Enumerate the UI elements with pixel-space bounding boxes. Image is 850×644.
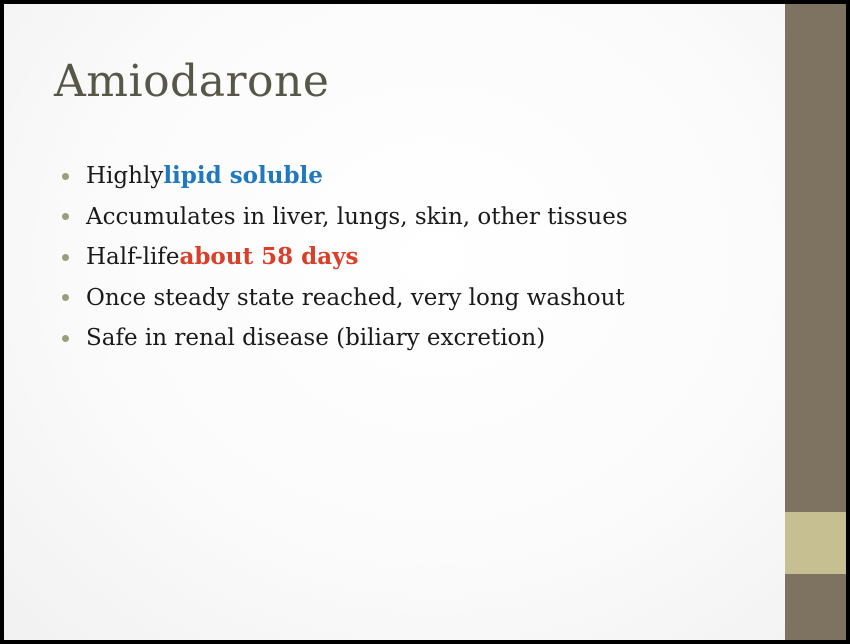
bullet-dot-icon <box>62 213 69 220</box>
bullet-list <box>62 156 628 359</box>
bullet-text: Once steady state reached, very long washout <box>86 284 625 311</box>
bullet-text: Accumulates in liver, lungs, skin, other tissues <box>86 203 628 230</box>
bullet-highlight: about 58 days <box>179 243 359 270</box>
slide-title: Amiodarone <box>54 56 330 107</box>
presentation-frame <box>4 4 846 640</box>
bullet-dot-icon <box>62 254 69 261</box>
bullet-item <box>62 318 628 359</box>
bullet-text: Safe in renal disease (biliary excretion) <box>86 325 546 351</box>
bullet-item <box>62 197 628 238</box>
bullet-dot-icon <box>62 294 69 301</box>
bullet-item <box>62 278 628 319</box>
bullet-item <box>62 237 628 278</box>
bullet-dot-icon <box>62 173 69 180</box>
bullet-item <box>62 156 628 197</box>
bullet-highlight: lipid soluble <box>163 162 323 189</box>
decorative-sidebar-accent <box>785 512 846 574</box>
bullet-dot-icon <box>62 335 69 342</box>
slide <box>4 4 785 640</box>
bullet-text: Half-life <box>86 244 180 270</box>
bullet-text: Highly <box>86 163 164 189</box>
